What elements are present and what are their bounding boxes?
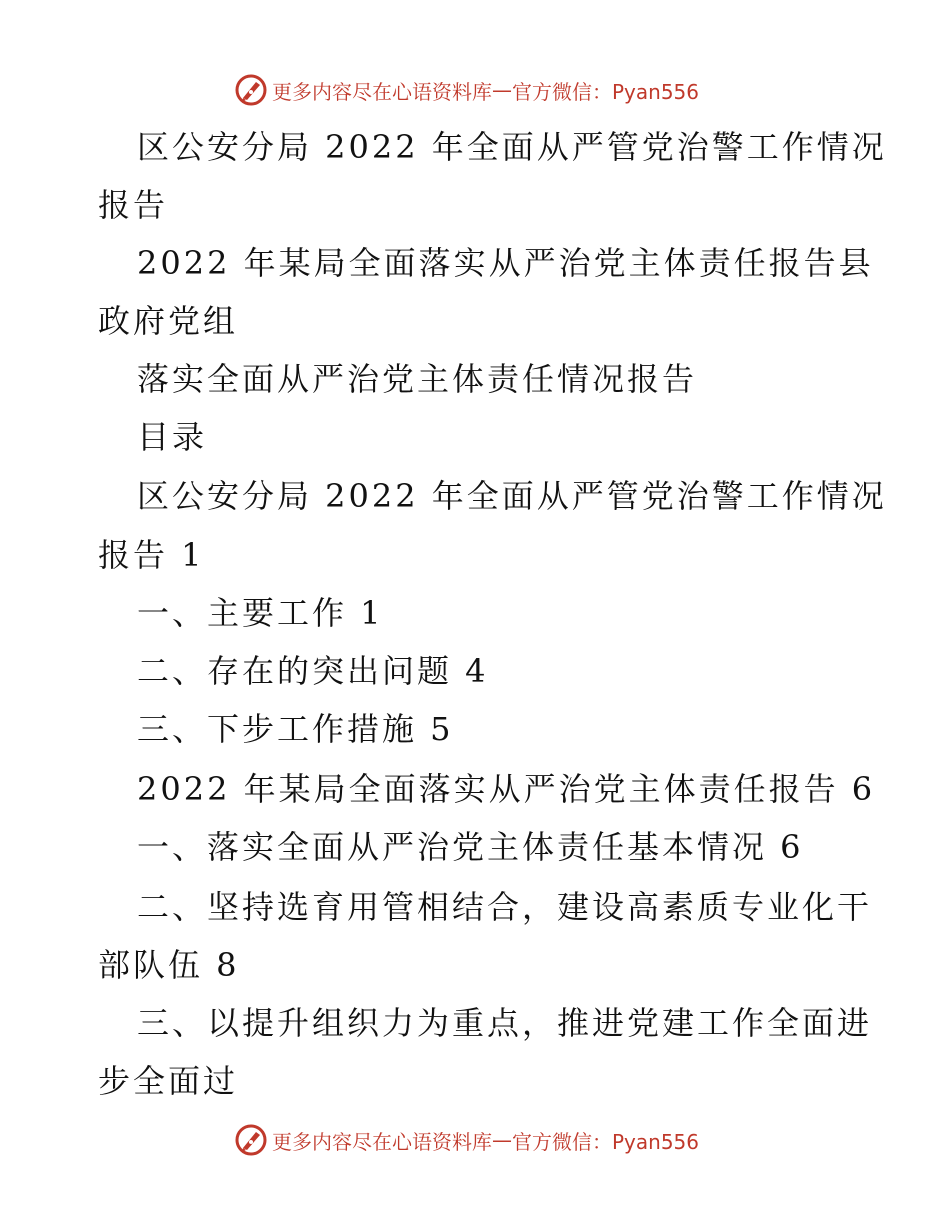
- footer-watermark: [234, 1122, 699, 1158]
- toc-entry-continued: 部队伍 8: [98, 946, 240, 984]
- pen-in-circle-logo-icon: [234, 73, 268, 107]
- toc-heading: 目录: [137, 418, 208, 456]
- subtitle-line-2: 政府党组: [98, 302, 239, 340]
- header-watermark: [234, 72, 699, 108]
- toc-entry: 一、主要工作 1: [137, 594, 384, 632]
- toc-entry: 三、下步工作措施 5: [137, 710, 454, 748]
- subtitle-line-1: 2022 年某局全面落实从严治党主体责任报告县: [137, 244, 874, 282]
- title-line-1: 区公安分局 2022 年全面从严管党治警工作情况: [137, 128, 887, 166]
- watermark-contact-text: 官方微信：Pyan556: [512, 79, 700, 104]
- toc-entry: 二、坚持选育用管相结合，建设高素质专业化干: [137, 888, 873, 926]
- toc-entry: 三、以提升组织力为重点，推进党建工作全面进: [137, 1004, 873, 1042]
- toc-entry: 2022 年某局全面落实从严治党主体责任报告 6: [137, 770, 876, 808]
- watermark-separator: —: [492, 78, 512, 102]
- watermark-contact-text: 官方微信：Pyan556: [512, 1129, 700, 1154]
- toc-entry-continued: 步全面过: [98, 1062, 239, 1100]
- watermark-brand-text: 更多内容尽在心语资料库: [272, 79, 492, 104]
- watermark-brand-text: 更多内容尽在心语资料库: [272, 1129, 492, 1154]
- watermark-separator: —: [492, 1128, 512, 1152]
- toc-entry-continued: 报告 1: [98, 536, 205, 574]
- toc-entry: 一、落实全面从严治党主体责任基本情况 6: [137, 828, 804, 866]
- toc-entry: 区公安分局 2022 年全面从严管党治警工作情况: [137, 477, 887, 515]
- title-line-2: 报告: [98, 186, 169, 224]
- toc-entry: 二、存在的突出问题 4: [137, 652, 489, 690]
- subtitle-line-3: 落实全面从严治党主体责任情况报告: [137, 360, 698, 398]
- pen-in-circle-logo-icon: [234, 1123, 268, 1157]
